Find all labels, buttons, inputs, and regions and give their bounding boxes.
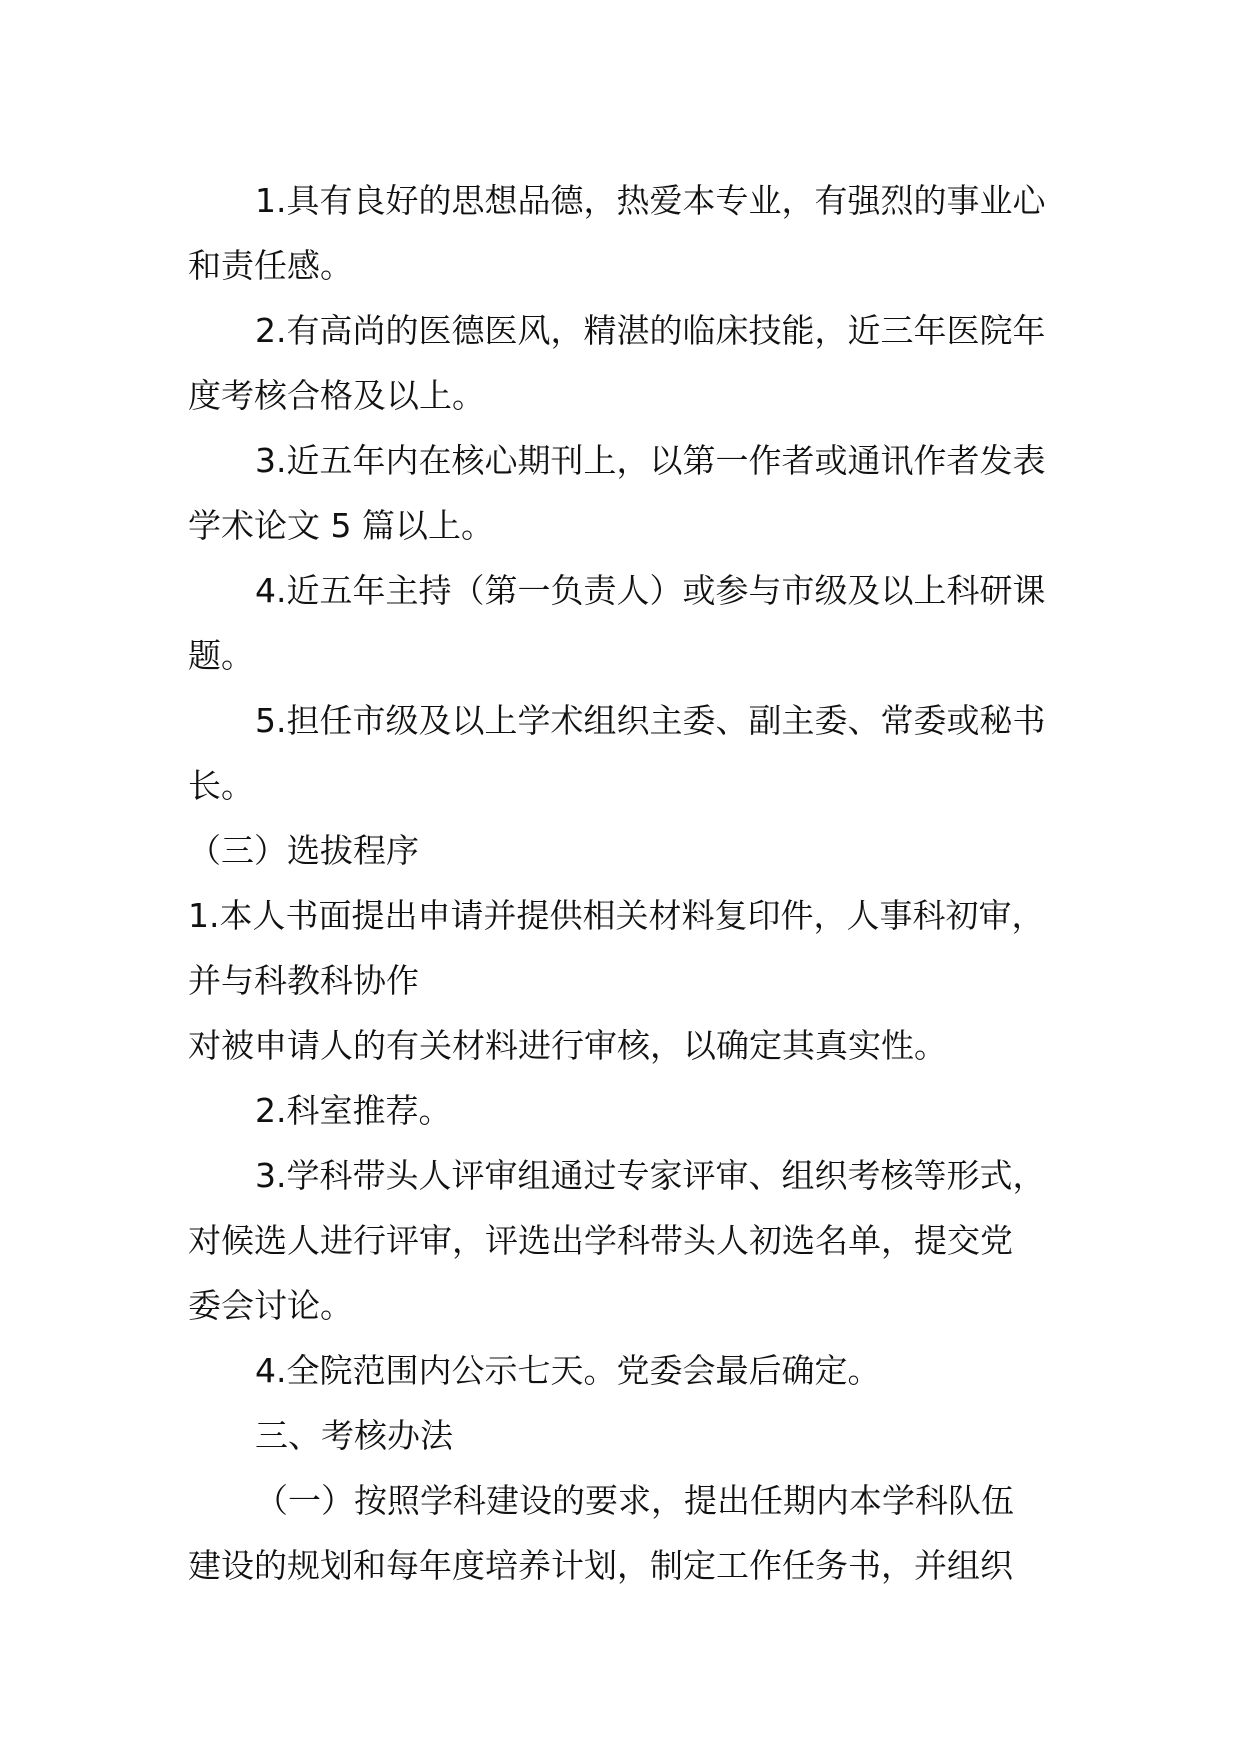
paragraph-line: 题。 [188, 636, 254, 675]
paragraph-line: 和责任感。 [188, 246, 353, 285]
section-heading: 三、考核办法 [255, 1416, 453, 1455]
paragraph-line: 1.本人书面提出申请并提供相关材料复印件，人事科初审， [188, 896, 1045, 935]
paragraph-line: 对被申请人的有关材料进行审核，以确定其真实性。 [188, 1026, 947, 1065]
paragraph-line: 4.全院范围内公示七天。党委会最后确定。 [255, 1351, 881, 1390]
paragraph-line: 对候选人进行评审，评选出学科带头人初选名单，提交党 [188, 1221, 1013, 1260]
paragraph-line: 并与科教科协作 [188, 961, 419, 1000]
paragraph-line: 3.近五年内在核心期刊上，以第一作者或通讯作者发表 [255, 441, 1046, 480]
paragraph-line: 建设的规划和每年度培养计划，制定工作任务书，并组织 [188, 1546, 1013, 1585]
paragraph-line: 5.担任市级及以上学术组织主委、副主委、常委或秘书 [255, 701, 1046, 740]
paragraph-line: （一）按照学科建设的要求，提出任期内本学科队伍 [255, 1481, 1014, 1520]
document-body [188, 168, 1058, 1598]
paragraph-line: 4.近五年主持（第一负责人）或参与市级及以上科研课 [255, 571, 1046, 610]
paragraph-line: 度考核合格及以上。 [188, 376, 485, 415]
paragraph-line: 3.学科带头人评审组通过专家评审、组织考核等形式， [255, 1156, 1046, 1195]
paragraph-line: 长。 [188, 766, 254, 805]
paragraph-line: 2.有高尚的医德医风，精湛的临床技能，近三年医院年 [255, 311, 1046, 350]
paragraph-line: 1.具有良好的思想品德，热爱本专业，有强烈的事业心 [255, 181, 1046, 220]
paragraph-line: 2.科室推荐。 [255, 1091, 452, 1130]
section-heading: （三）选拔程序 [188, 831, 419, 870]
paragraph-line: 学术论文 5 篇以上。 [188, 506, 494, 545]
paragraph-line: 委会讨论。 [188, 1286, 353, 1325]
